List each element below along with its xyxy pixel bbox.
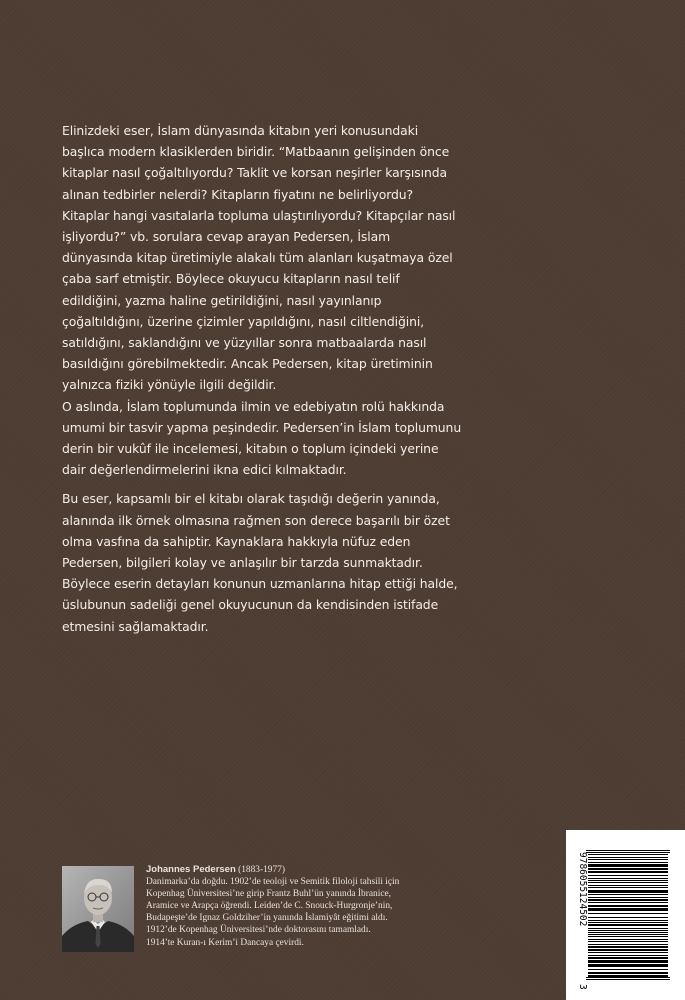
barcode-bar xyxy=(588,917,668,918)
barcode-guard-bar xyxy=(586,977,670,978)
barcode-bar xyxy=(588,957,668,959)
barcode-bar xyxy=(588,949,668,951)
barcode-bar xyxy=(588,878,668,879)
author-bio-text: Danimarka’da doğdu. 1902’de teoloji ve Semitik filoloji tahsili için Kopenhag Üniversitesi’ne girip Frantz Buhl’ün yanında İbranice, Aramice ve Arapça öğrendi. Leiden’de C. Snouck-Hurgronje’nin, Budapeşte’de Ignaz Goldziher’in yanında İslamiyât eğitimi aldı. 1912’de Kopenhag Üniversitesi’nde doktorasını tamamladı. 1914’te Kuran-ı Kerim’i Dancaya çevirdi. xyxy=(146,877,400,948)
barcode-image xyxy=(566,830,685,1000)
barcode-suffix: 3 xyxy=(577,984,588,990)
barcode-digits: 9786055124502 xyxy=(577,852,588,927)
barcode-bar xyxy=(588,924,668,926)
barcode-bar xyxy=(588,975,668,977)
barcode-bar xyxy=(588,902,668,903)
barcode-bar xyxy=(588,972,668,974)
blurb-paragraph-2: O aslında, İslam toplumunda ilmin ve edebiyatın rolü hakkında umumi bir tasvir yapma peşindedir. Pedersen’in İslam toplumunu derin bir vukûf ile incelemesi, kitabın o toplum içindeki yerine dair değerlendirmelerini ikna edici kılmaktadır. xyxy=(62,398,462,478)
barcode-guard-bar xyxy=(586,979,670,980)
barcode-bar xyxy=(588,928,668,929)
barcode-bar xyxy=(588,864,668,867)
barcode-bar xyxy=(588,930,668,931)
author-bio xyxy=(146,864,566,949)
barcode-bar xyxy=(588,908,668,911)
barcode-bar xyxy=(588,894,668,895)
barcode-bar xyxy=(588,913,668,914)
blurb-paragraph-1: Elinizdeki eser, İslam dünyasında kitabın yeri konusundaki başlıca modern klasiklerden biridir. “Matbaanın gelişinden önce kitaplar nasıl çoğaltılıyordu? Taklit ve korsan neşirler karşısında alınan tedbirler nelerdi? Kitapların fiyatını ne belirliyordu? Kitaplar hangi vasıtalarla topluma ulaştırılıyordu? Kitapçılar nasıl işliyordu?” vb. sorulara cevap arayan Pedersen, İslam dünyasında kitap üretimiyle alakalı tüm alanları kuşatmaya özel çaba sarf etmiştir. Böylece okuyucu kitapların nasıl telif edildiğini, yazma haline getirildiğini, nasıl yayınlanıp çoğaltıldığını, üzerine çizimler yapıldığını, nasıl ciltlendiğini, satıldığını, saklandığını ve yüzyıllar sonra matbaalarda nasıl basıldığını görebilmektedir. Ancak Pedersen, kitap üretiminin yalnızca fiziki yönüyle ilgili değildir. xyxy=(62,123,456,393)
barcode-bar xyxy=(588,868,668,870)
back-cover-blurb xyxy=(62,120,642,637)
barcode-bar xyxy=(588,960,668,963)
blurb-paragraph-3: Bu eser, kapsamlı bir el kitabı olarak taşıdığı değerin yanında, alanında ilk örnek olmasına rağmen son derece başarılı bir özet olma vasfına da sahiptir. Kaynaklara hakkıyla nüfuz eden Pedersen, bilgileri kolay ve anlaşılır bir tarzda sunmaktadır. Böylece eserin detayları konunun uzmanlarına hitap ettiği halde, üslubunun sadeliği genel okuyucunun da kendisinden istifade etmesini sağlamaktadır. xyxy=(62,491,458,634)
author-section xyxy=(62,864,582,954)
barcode-bar xyxy=(588,939,668,940)
barcode-bar xyxy=(588,920,668,921)
barcode-bar xyxy=(588,890,668,893)
barcode-bar xyxy=(588,955,668,956)
barcode-bar xyxy=(588,941,668,942)
author-portrait-image xyxy=(62,866,134,952)
barcode-bar xyxy=(588,882,668,883)
barcode-bar xyxy=(588,922,668,923)
barcode-bar xyxy=(588,880,668,881)
barcode-bar xyxy=(588,871,668,873)
barcode-bar xyxy=(588,969,668,970)
barcode-bar xyxy=(588,885,668,886)
barcode-bar xyxy=(588,964,668,967)
barcode-bar xyxy=(588,905,668,907)
barcode-bar xyxy=(588,899,668,901)
barcode-guard-bar xyxy=(586,852,670,853)
barcode-bar xyxy=(588,936,668,937)
barcode-bar xyxy=(588,897,668,898)
isbn-barcode xyxy=(566,830,685,1000)
barcode-bar xyxy=(588,932,668,933)
author-photo xyxy=(62,866,134,952)
barcode-bar xyxy=(588,862,668,863)
barcode-bar xyxy=(588,859,668,860)
barcode-bar xyxy=(588,934,668,935)
author-name: Johannes Pedersen xyxy=(146,864,236,875)
barcode-bar xyxy=(588,857,668,858)
barcode-bar xyxy=(588,875,668,876)
barcode-bar xyxy=(588,952,668,953)
barcode-guard-bar xyxy=(586,850,670,851)
author-years: (1883-1977) xyxy=(235,865,285,875)
barcode-bar xyxy=(588,887,668,888)
barcode-bar xyxy=(588,944,668,945)
barcode-bar xyxy=(588,946,668,948)
barcode-bar xyxy=(588,854,668,855)
